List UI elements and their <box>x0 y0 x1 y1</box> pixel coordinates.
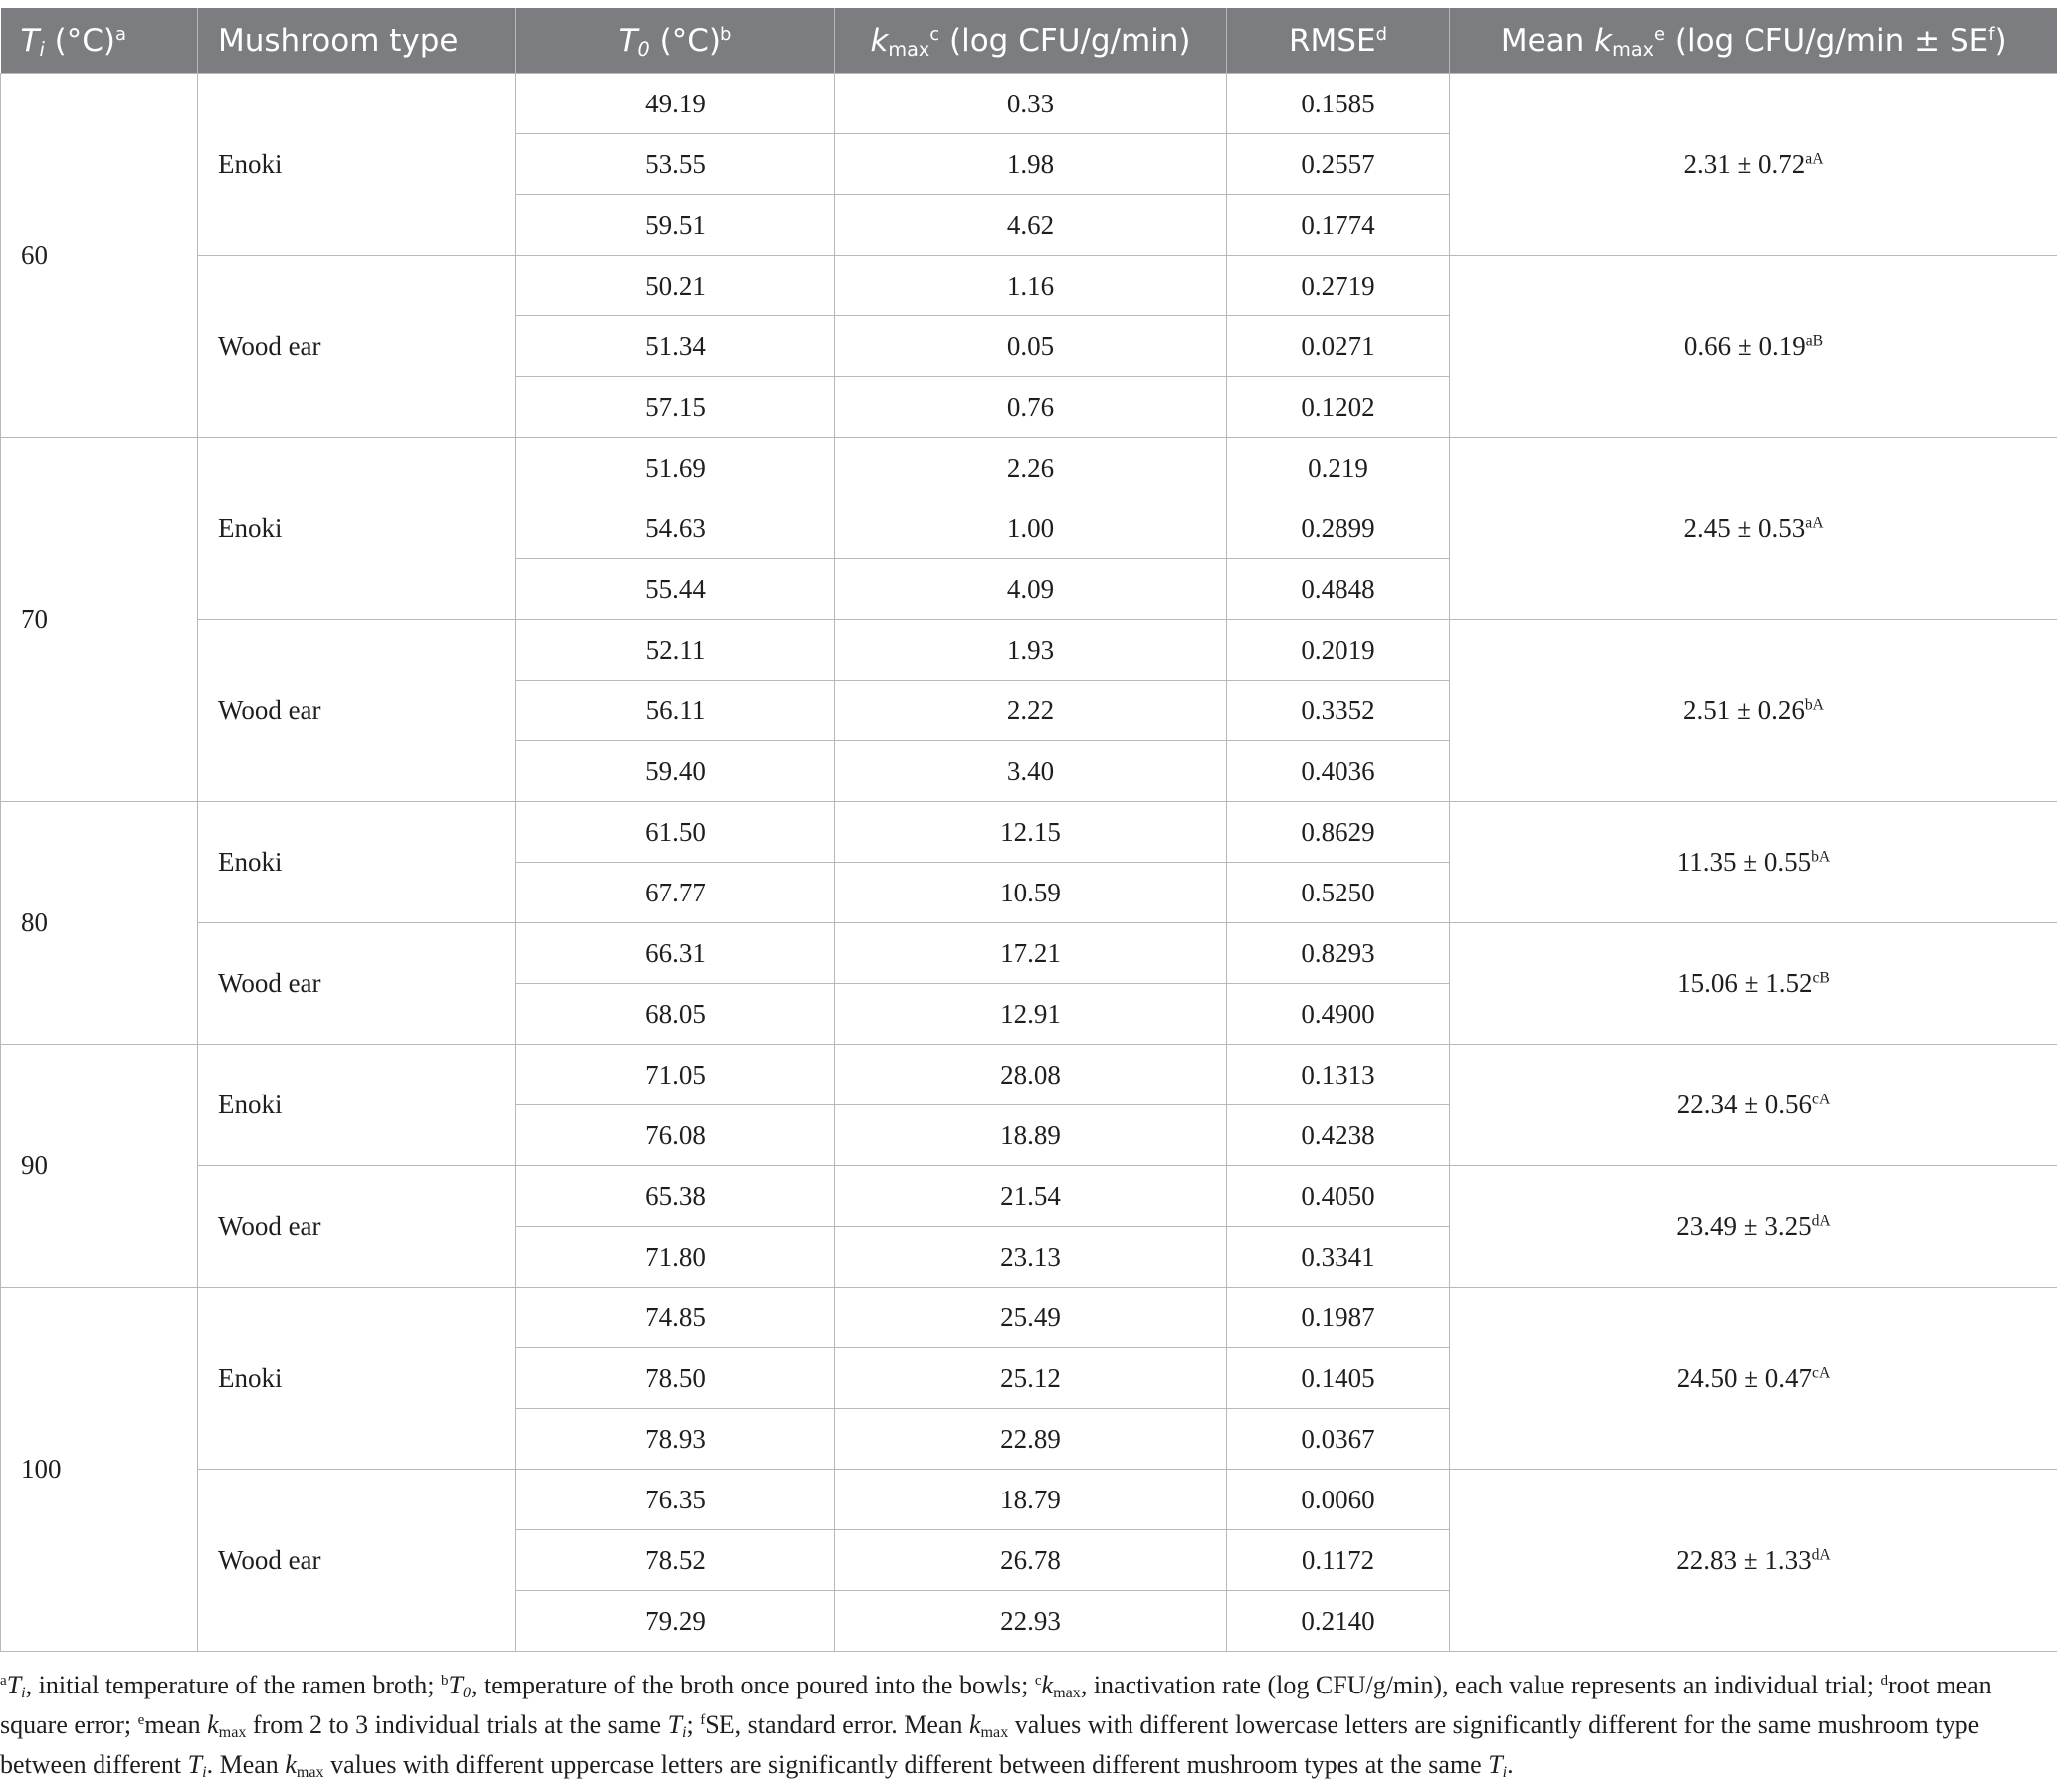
kmax-cell: 26.78 <box>835 1530 1227 1591</box>
significance-letters: bA <box>1804 697 1824 714</box>
table-row <box>1 1288 2057 1348</box>
kmax-cell: 2.26 <box>835 438 1227 498</box>
footnote-segment: values with different uppercase letters are significantly different between different mushroom types at the same <box>323 1750 1489 1779</box>
footnote-segment: k <box>968 1710 981 1739</box>
mean-value: 15.06 ± 1.52 <box>1677 968 1813 998</box>
rmse-cell: 0.2019 <box>1227 620 1450 681</box>
t0-cell: 71.05 <box>516 1045 835 1105</box>
footnote-segment: mean <box>144 1710 208 1739</box>
footnote-segment: T <box>6 1671 22 1699</box>
initial-temperature-cell: 70 <box>1 438 198 802</box>
footnote-segment: , initial temperature of the ramen broth; <box>25 1671 441 1699</box>
t0-cell: 78.50 <box>516 1348 835 1409</box>
kmax-cell: 23.13 <box>835 1227 1227 1288</box>
t0-cell: 55.44 <box>516 559 835 620</box>
footnote-segment: e <box>137 1711 145 1728</box>
kmax-cell: 1.00 <box>835 498 1227 559</box>
mean-value: 2.45 ± 0.53 <box>1683 512 1806 543</box>
footnote-segment: . Mean <box>206 1750 286 1779</box>
results-table <box>0 8 2057 1652</box>
t0-cell: 76.08 <box>516 1105 835 1166</box>
se-footnote-mark: f <box>1988 23 1995 45</box>
kmax-cell: 12.91 <box>835 984 1227 1045</box>
table-row <box>1 1470 2057 1530</box>
kmax-cell: 0.33 <box>835 74 1227 134</box>
mean-value: 2.31 ± 0.72 <box>1683 148 1806 179</box>
footnote-segment: ; <box>686 1710 701 1739</box>
footnote-segment: max <box>1053 1685 1081 1702</box>
rmse-cell: 0.2719 <box>1227 256 1450 316</box>
mean-kmax-cell <box>1450 1288 2057 1470</box>
rmse-cell: 0.0060 <box>1227 1470 1450 1530</box>
t0-cell: 71.80 <box>516 1227 835 1288</box>
table-row <box>1 438 2057 498</box>
t0-cell: 51.34 <box>516 316 835 377</box>
ti-symbol: T <box>20 22 40 59</box>
significance-letters: bA <box>1811 848 1831 866</box>
mean-kmax-cell <box>1450 620 2057 802</box>
header-ti <box>1 8 198 74</box>
t0-footnote-mark: b <box>720 23 732 45</box>
rmse-cell: 0.1405 <box>1227 1348 1450 1409</box>
mushroom-type-cell: Enoki <box>198 1045 516 1166</box>
rmse-cell: 0.1774 <box>1227 195 1450 256</box>
mean-kmax-cell <box>1450 1045 2057 1166</box>
t0-cell: 78.93 <box>516 1409 835 1470</box>
mean-footnote-mark: e <box>1653 23 1666 45</box>
header-mean-kmax <box>1450 8 2057 74</box>
rmse-cell: 0.2899 <box>1227 498 1450 559</box>
t0-cell: 50.21 <box>516 256 835 316</box>
footnote-segment: i <box>682 1724 687 1742</box>
kmax-symbol: k <box>870 22 889 59</box>
t0-cell: 56.11 <box>516 681 835 741</box>
mean-subscript: max <box>1612 37 1654 61</box>
rmse-cell: 0.2557 <box>1227 134 1450 195</box>
rmse-cell: 0.1987 <box>1227 1288 1450 1348</box>
rmse-footnote-mark: d <box>1375 23 1387 45</box>
footnote-segment: , inactivation rate (log CFU/g/min), each value represents an individual trial; <box>1080 1671 1881 1699</box>
mean-prefix: Mean <box>1500 22 1595 59</box>
footnote-segment: i <box>21 1685 26 1702</box>
footnote-segment: k <box>207 1710 219 1739</box>
rmse-cell: 0.8293 <box>1227 923 1450 984</box>
table-row <box>1 620 2057 681</box>
kmax-cell: 4.62 <box>835 195 1227 256</box>
t0-cell: 65.38 <box>516 1166 835 1227</box>
mushroom-type-cell: Enoki <box>198 74 516 256</box>
footnote-segment: c <box>1034 1672 1042 1689</box>
rmse-cell: 0.4036 <box>1227 741 1450 802</box>
mean-value: 22.83 ± 1.33 <box>1676 1544 1812 1575</box>
kmax-footnote-mark: c <box>929 23 940 45</box>
table-header <box>1 8 2057 74</box>
kmax-cell: 18.89 <box>835 1105 1227 1166</box>
mean-kmax-cell <box>1450 438 2057 620</box>
significance-letters: cA <box>1812 1364 1831 1382</box>
kmax-cell: 28.08 <box>835 1045 1227 1105</box>
rmse-cell: 0.219 <box>1227 438 1450 498</box>
significance-letters: cB <box>1812 969 1830 987</box>
kmax-cell: 22.89 <box>835 1409 1227 1470</box>
significance-letters: aA <box>1805 514 1824 532</box>
footnote-segment: values with different lowercase letters are significantly different for the same mushroom type between different <box>0 1710 1980 1779</box>
t0-cell: 74.85 <box>516 1288 835 1348</box>
kmax-cell: 4.09 <box>835 559 1227 620</box>
initial-temperature-cell: 90 <box>1 1045 198 1288</box>
t0-cell: 49.19 <box>516 74 835 134</box>
t0-cell: 68.05 <box>516 984 835 1045</box>
rmse-cell: 0.4900 <box>1227 984 1450 1045</box>
rmse-cell: 0.8629 <box>1227 802 1450 863</box>
t0-unit: (°C) <box>649 22 720 59</box>
significance-letters: dA <box>1811 1546 1831 1564</box>
kmax-cell: 12.15 <box>835 802 1227 863</box>
header-t0 <box>516 8 835 74</box>
rmse-cell: 0.0271 <box>1227 316 1450 377</box>
kmax-cell: 10.59 <box>835 863 1227 923</box>
table-row <box>1 802 2057 863</box>
initial-temperature-cell: 60 <box>1 74 198 438</box>
t0-cell: 67.77 <box>516 863 835 923</box>
mean-value: 0.66 ± 0.19 <box>1683 330 1806 361</box>
footnote-segment: max <box>296 1764 324 1782</box>
t0-cell: 57.15 <box>516 377 835 438</box>
t0-cell: 59.40 <box>516 741 835 802</box>
footnote-segment: max <box>218 1724 247 1742</box>
footnote-segment: f <box>700 1711 706 1728</box>
mean-kmax-cell <box>1450 923 2057 1045</box>
footnote-segment: T <box>1488 1750 1503 1779</box>
mean-close-paren: ) <box>1994 22 2007 59</box>
footnote-segment: k <box>1041 1671 1054 1699</box>
rmse-cell: 0.1172 <box>1227 1530 1450 1591</box>
ti-footnote-mark: a <box>114 23 126 45</box>
t0-cell: 53.55 <box>516 134 835 195</box>
table-row <box>1 256 2057 316</box>
kmax-cell: 25.12 <box>835 1348 1227 1409</box>
table-row <box>1 923 2057 984</box>
footnote-segment: T <box>667 1710 683 1739</box>
rmse-cell: 0.3341 <box>1227 1227 1450 1288</box>
t0-cell: 78.52 <box>516 1530 835 1591</box>
kmax-cell: 18.79 <box>835 1470 1227 1530</box>
t0-cell: 51.69 <box>516 438 835 498</box>
kmax-unit: (log CFU/g/min) <box>939 22 1191 59</box>
footnote-segment: T <box>187 1750 203 1779</box>
footnote-segment: i <box>202 1764 207 1782</box>
t0-cell: 76.35 <box>516 1470 835 1530</box>
initial-temperature-cell: 100 <box>1 1288 198 1652</box>
mean-value: 24.50 ± 0.47 <box>1676 1362 1813 1393</box>
t0-cell: 52.11 <box>516 620 835 681</box>
mean-unit: (log CFU/g/min ± SE <box>1665 22 1989 59</box>
rmse-cell: 0.4050 <box>1227 1166 1450 1227</box>
t0-subscript: 0 <box>637 37 650 61</box>
mean-value: 2.51 ± 0.26 <box>1683 695 1805 725</box>
mean-kmax-cell <box>1450 256 2057 438</box>
t0-cell: 54.63 <box>516 498 835 559</box>
footnote-segment: from 2 to 3 individual trials at the same <box>246 1710 668 1739</box>
kmax-cell: 25.49 <box>835 1288 1227 1348</box>
initial-temperature-cell: 80 <box>1 802 198 1045</box>
kmax-cell: 0.05 <box>835 316 1227 377</box>
mean-value: 22.34 ± 0.56 <box>1676 1090 1813 1119</box>
footnote-segment: SE, standard error. Mean <box>705 1710 969 1739</box>
mean-symbol: k <box>1594 22 1613 59</box>
footnote-segment: i <box>1502 1764 1508 1782</box>
footnote-segment: b <box>440 1672 449 1689</box>
mushroom-type-cell: Wood ear <box>198 1470 516 1652</box>
rmse-cell: 0.0367 <box>1227 1409 1450 1470</box>
table-row <box>1 1166 2057 1227</box>
table-row <box>1 74 2057 134</box>
ti-subscript: i <box>39 37 45 61</box>
mean-value: 23.49 ± 3.25 <box>1676 1211 1812 1241</box>
significance-letters: dA <box>1811 1212 1831 1230</box>
mushroom-type-cell: Enoki <box>198 802 516 923</box>
rmse-label: RMSE <box>1289 22 1376 59</box>
kmax-cell: 1.93 <box>835 620 1227 681</box>
t0-symbol: T <box>618 22 638 59</box>
mean-value: 11.35 ± 0.55 <box>1676 847 1812 877</box>
kmax-cell: 2.22 <box>835 681 1227 741</box>
mushroom-type-cell: Wood ear <box>198 923 516 1045</box>
rmse-cell: 0.4238 <box>1227 1105 1450 1166</box>
ti-unit: (°C) <box>44 22 115 59</box>
header-kmax <box>835 8 1227 74</box>
rmse-cell: 0.1202 <box>1227 377 1450 438</box>
header-rmse <box>1227 8 1450 74</box>
t0-cell: 59.51 <box>516 195 835 256</box>
footnote-segment: T <box>448 1671 463 1699</box>
significance-letters: aA <box>1805 150 1824 168</box>
significance-letters: cA <box>1812 1091 1831 1108</box>
mushroom-type-cell: Wood ear <box>198 620 516 802</box>
mean-kmax-cell <box>1450 1470 2057 1652</box>
mushroom-type-cell: Enoki <box>198 438 516 620</box>
table-row <box>1 1045 2057 1105</box>
kmax-subscript: max <box>888 37 930 61</box>
mean-kmax-cell <box>1450 74 2057 256</box>
table-body <box>1 74 2057 1652</box>
t0-cell: 61.50 <box>516 802 835 863</box>
mean-kmax-cell <box>1450 1166 2057 1288</box>
rmse-cell: 0.2140 <box>1227 1591 1450 1652</box>
footnote-segment: k <box>285 1750 297 1779</box>
kmax-cell: 17.21 <box>835 923 1227 984</box>
footnote-segment: . <box>1507 1750 1514 1779</box>
footnote-segment: a <box>0 1672 7 1689</box>
mean-kmax-cell <box>1450 802 2057 923</box>
rmse-cell: 0.5250 <box>1227 863 1450 923</box>
kmax-cell: 3.40 <box>835 741 1227 802</box>
footnote-segment: root mean square error; <box>0 1671 1992 1739</box>
kmax-cell: 22.93 <box>835 1591 1227 1652</box>
table-footnote <box>0 1666 2050 1785</box>
mushroom-type-cell: Wood ear <box>198 1166 516 1288</box>
rmse-cell: 0.1585 <box>1227 74 1450 134</box>
footnote-segment: d <box>1880 1672 1888 1689</box>
rmse-cell: 0.1313 <box>1227 1045 1450 1105</box>
footnote-segment: , temperature of the broth once poured into the bowls; <box>471 1671 1035 1699</box>
kmax-cell: 1.98 <box>835 134 1227 195</box>
table-container <box>0 8 2057 1652</box>
header-mushroom-type: Mushroom type <box>198 8 516 74</box>
mushroom-type-cell: Enoki <box>198 1288 516 1470</box>
header-row <box>1 8 2057 74</box>
t0-cell: 66.31 <box>516 923 835 984</box>
t0-cell: 79.29 <box>516 1591 835 1652</box>
kmax-cell: 0.76 <box>835 377 1227 438</box>
kmax-cell: 21.54 <box>835 1166 1227 1227</box>
mushroom-type-cell: Wood ear <box>198 256 516 438</box>
significance-letters: aB <box>1805 332 1824 350</box>
rmse-cell: 0.4848 <box>1227 559 1450 620</box>
footnote-segment: max <box>980 1724 1009 1742</box>
kmax-cell: 1.16 <box>835 256 1227 316</box>
rmse-cell: 0.3352 <box>1227 681 1450 741</box>
footnote-segment: 0 <box>462 1685 472 1702</box>
